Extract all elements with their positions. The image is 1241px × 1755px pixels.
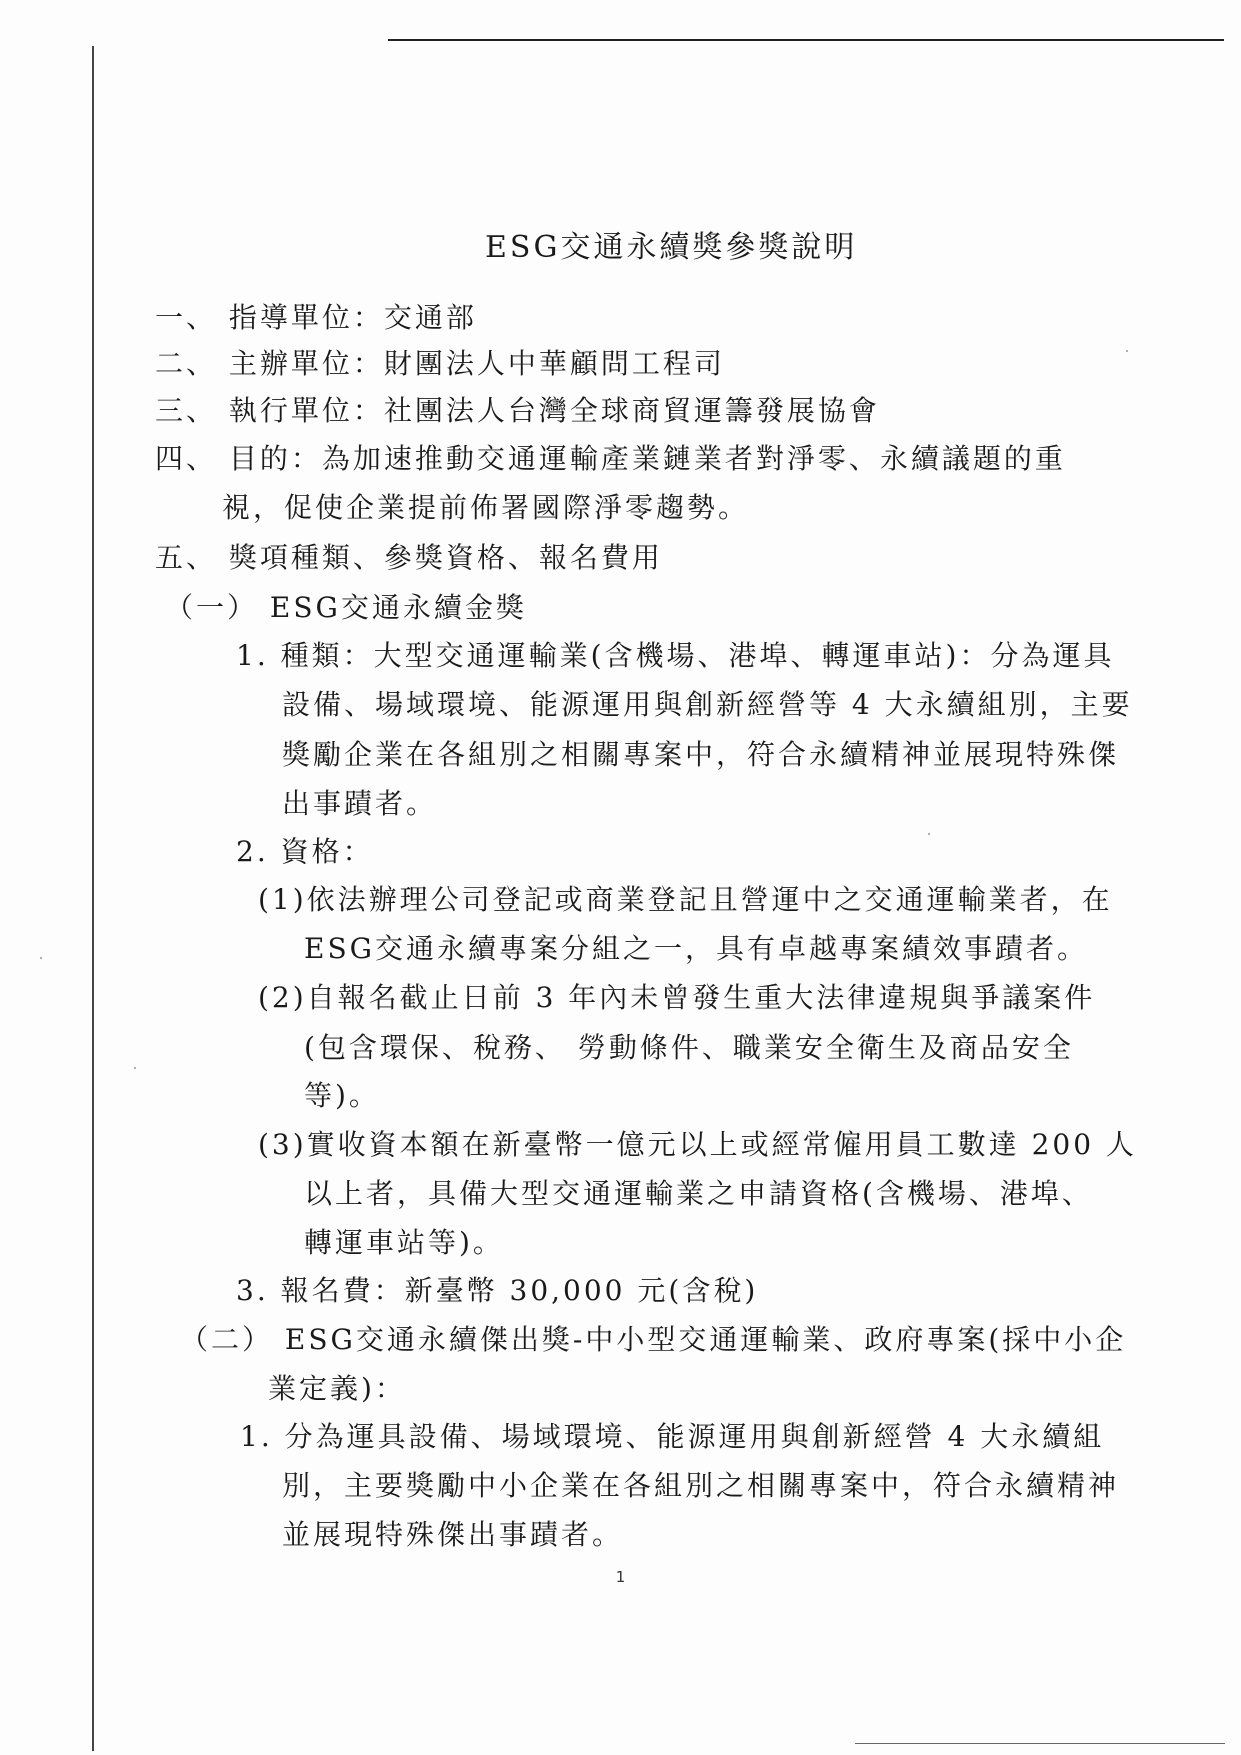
eligibility-2-cont: 等)。 — [304, 1079, 380, 1112]
scan-speck — [928, 833, 930, 835]
item-2-eligibility: 2. 資格： — [236, 835, 374, 868]
eligibility-3-cont: 轉運車站等)。 — [304, 1226, 504, 1259]
subsection-2-heading-cont: 業定義)： — [268, 1372, 406, 1405]
section-1-guidance-unit: 一、 指導單位：交通部 — [155, 301, 477, 334]
eligibility-3: (3)實收資本額在新臺幣一億元以上或經常僱用員工數達 200 人 — [258, 1128, 1137, 1161]
item-1-type: 1. 種類：大型交通運輸業(含機場、港埠、轉運車站)：分為運具 — [236, 639, 1115, 672]
section-2-organizer: 二、 主辦單位：財團法人中華顧問工程司 — [155, 347, 725, 380]
scan-speck — [1126, 350, 1128, 352]
item-1-type-cont: 出事蹟者。 — [282, 787, 438, 820]
document-title: ESG交通永續獎參獎說明 — [485, 230, 858, 265]
subsection-2-heading: （二） ESG交通永續傑出獎-中小型交通運輸業、政府專案(採中小企 — [180, 1323, 1127, 1356]
subsection-1-heading: （一） ESG交通永續金獎 — [165, 591, 527, 624]
scan-speck — [134, 1067, 136, 1069]
scan-bottom-line — [855, 1743, 1225, 1744]
item-3-fee: 3. 報名費：新臺幣 30,000 元(含稅) — [236, 1274, 759, 1307]
eligibility-2-cont: (包含環保、稅務、 勞動條件、職業安全衛生及商品安全 — [304, 1031, 1074, 1064]
scan-top-line — [388, 39, 1224, 41]
eligibility-3-cont: 以上者，具備大型交通運輸業之申請資格(含機場、港埠、 — [304, 1177, 1093, 1210]
item-1-type-cont: 設備、場域環境、能源運用與創新經營等 4 大永續組別，主要 — [282, 688, 1133, 721]
scan-left-margin-line — [92, 46, 94, 1751]
eligibility-1: (1)依法辦理公司登記或商業登記且營運中之交通運輸業者，在 — [258, 883, 1113, 916]
section-4-purpose-cont: 視，促使企業提前佈署國際淨零趨勢。 — [222, 491, 750, 524]
item-1-type-cont: 獎勵企業在各組別之相關專案中，符合永續精神並展現特殊傑 — [282, 738, 1120, 771]
section-4-purpose: 四、 目的：為加速推動交通運輸產業鏈業者對淨零、永續議題的重 — [155, 442, 1066, 475]
eligibility-1-cont: ESG交通永續專案分組之一，具有卓越專案績效事蹟者。 — [304, 932, 1088, 965]
subsection-2-item-1: 1. 分為運具設備、場域環境、能源運用與創新經營 4 大永續組 — [240, 1420, 1105, 1453]
subsection-2-item-1-cont: 並展現特殊傑出事蹟者。 — [282, 1518, 624, 1551]
section-3-executor: 三、 執行單位：社團法人台灣全球商貿運籌發展協會 — [155, 394, 880, 427]
section-5-heading: 五、 獎項種類、參獎資格、報名費用 — [155, 541, 663, 574]
page-number: 1 — [615, 1568, 626, 1586]
subsection-2-item-1-cont: 別，主要獎勵中小企業在各組別之相關專案中，符合永續精神 — [282, 1469, 1120, 1502]
scan-speck — [40, 957, 42, 959]
eligibility-2: (2)自報名截止日前 3 年內未曾發生重大法律違規與爭議案件 — [258, 981, 1096, 1014]
